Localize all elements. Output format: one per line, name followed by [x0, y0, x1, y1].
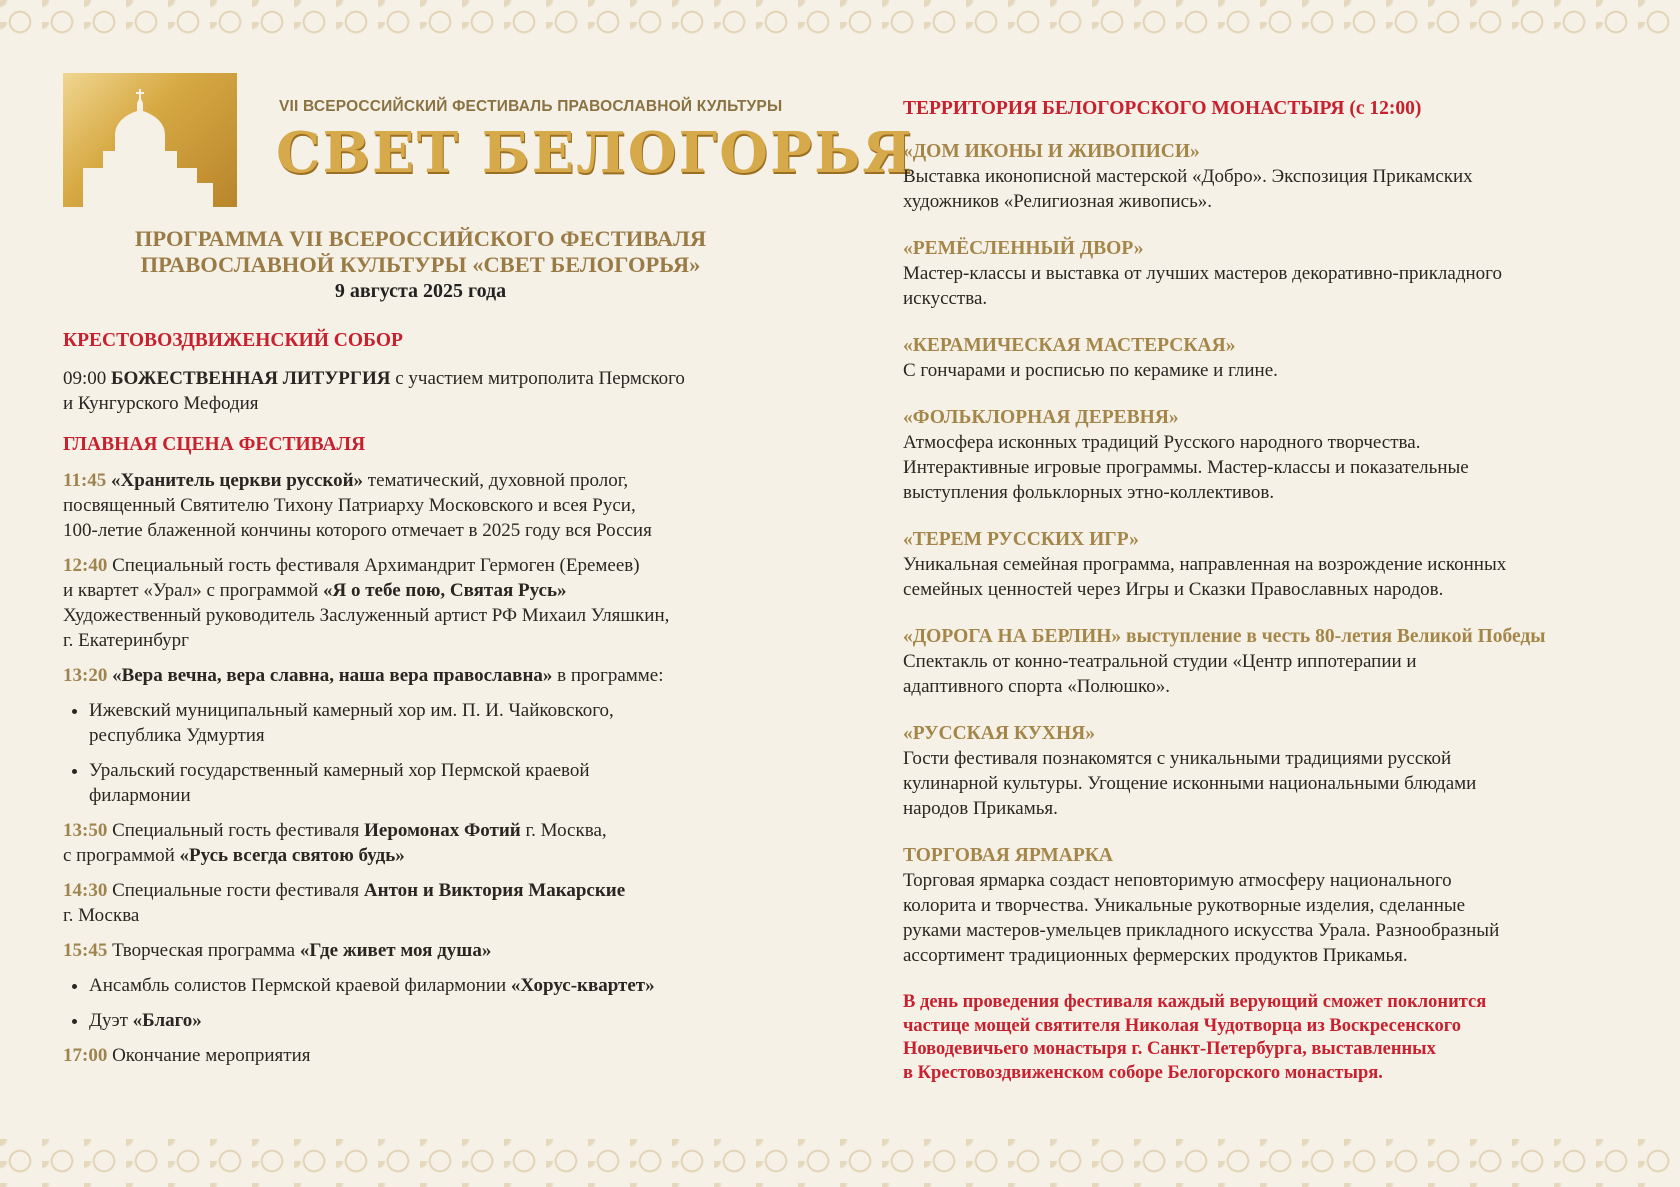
venue-text-line: семейных ценностей через Игры и Сказки Православных народов. [903, 579, 1444, 600]
venue-text [903, 746, 1623, 821]
venue-text-line: Интерактивные игровые программы. Мастер-классы и показательные [903, 457, 1469, 478]
event-title: Антон и Виктория Макарские [363, 880, 626, 901]
venue-text: С гончарами и росписью по керамике и глине. [903, 360, 1278, 381]
venue-folk-village [903, 406, 1623, 505]
liturgy-line2: и Кунгурского Мефодия [63, 393, 259, 414]
liturgy-rest: с участием митрополита Пермского [390, 368, 685, 389]
venue-title: «ТЕРЕМ РУССКИХ ИГР» [903, 529, 1139, 550]
liturgy-name: БОЖЕСТВЕННАЯ ЛИТУРГИЯ [111, 368, 391, 389]
event-1545-list [63, 973, 793, 1033]
venue-text-line: художников «Религиозная живопись». [903, 191, 1213, 212]
event-title: «Я о тебе пою, Святая Русь» [323, 580, 567, 601]
venue-text-line: Выставка иконописной мастерской «Добро». Экспозиция Прикамских [903, 166, 1473, 187]
venue-text-line: выступления фольклорных этно-коллективов. [903, 482, 1275, 503]
venue-ceramics [903, 334, 1623, 383]
section-title-territory [903, 98, 1623, 120]
venue-games-tower [903, 528, 1623, 602]
relics-note [903, 991, 1623, 1085]
list-item [89, 698, 793, 748]
festival-title: СВЕТ БЕЛОГОРЬЯ [276, 120, 914, 186]
note-line: Новодевичьего монастыря г. Санкт-Петербурга, выставленных [903, 1039, 1436, 1059]
cathedral-silhouette-icon [63, 73, 237, 207]
event-1700 [63, 1043, 793, 1068]
venue-title: «КЕРАМИЧЕСКАЯ МАСТЕРСКАЯ» [903, 335, 1236, 356]
event-time: 13:20 [63, 665, 108, 686]
venue-text-line: кулинарной культуры. Угощение исконными национальными блюдами [903, 773, 1477, 794]
list-item-text: Ижевский муниципальный камерный хор им. П. И. Чайковского, [89, 700, 614, 721]
list-item-text: Ансамбль солистов Пермской краевой филармонии [89, 975, 511, 996]
list-item-text: республика Удмуртия [89, 725, 265, 746]
event-text: г. Екатеринбург [63, 630, 189, 651]
list-item-title: «Благо» [132, 1010, 202, 1031]
venue-russian-cuisine [903, 722, 1623, 821]
left-column [63, 330, 793, 1068]
venue-text-line: руками мастеров-умельцев прикладного искусства Урала. Разнообразный [903, 920, 1500, 941]
venue-title: «РЕМЁСЛЕННЫЙ ДВОР» [903, 238, 1144, 259]
venue-title: «РУССКАЯ КУХНЯ» [903, 723, 1095, 744]
event-time: 13:50 [63, 820, 108, 841]
event-text: г. Москва, [520, 820, 607, 841]
program-title-line1: ПРОГРАММА VII ВСЕРОССИЙСКОГО ФЕСТИВАЛЯ [134, 226, 707, 251]
venue-text-line: Торговая ярмарка создаст неповторимую атмосферу национального [903, 870, 1452, 891]
monastery-logo [63, 73, 237, 207]
program-date: 9 августа 2025 года [334, 280, 507, 302]
event-1320-list [63, 698, 793, 808]
venue-craft-yard [903, 237, 1623, 311]
event-text: и квартет «Урал» с программой [63, 580, 323, 601]
venue-text-line: Атмосфера исконных традиций Русского народного творчества. [903, 432, 1421, 453]
note-line: в Крестовоздвиженском соборе Белогорского монастыря. [903, 1062, 1383, 1083]
right-column [903, 98, 1623, 1085]
list-item [89, 1008, 793, 1033]
venue-text-line: колорита и творчества. Уникальные рукотворные изделия, сделанные [903, 895, 1466, 916]
venue-title: «ДОМ ИКОНЫ И ЖИВОПИСИ» [903, 141, 1200, 162]
note-line: частице мощей святителя Николая Чудотворца из Воскресенского [903, 1015, 1461, 1036]
event-time: 15:45 [63, 940, 108, 961]
venue-title: «ФОЛЬКЛОРНАЯ ДЕРЕВНЯ» [903, 407, 1179, 428]
event-title: «Где живет моя душа» [299, 940, 492, 961]
venue-text-line: Мастер-классы и выставка от лучших мастеров декоративно-прикладного [903, 263, 1502, 284]
event-text: Специальный гость фестиваля Архимандрит Гермоген (Еремеев) [107, 555, 640, 576]
event-text: с программой [63, 845, 180, 866]
event-text: 100-летие блаженной кончины которого отмечает в 2025 году вся Россия [63, 520, 652, 541]
event-1350 [63, 818, 793, 868]
event-title: Иеромонах Фотий [364, 820, 521, 841]
event-1430 [63, 878, 793, 928]
event-1145 [63, 468, 793, 543]
venue-text [903, 430, 1623, 505]
section-title-cathedral: КРЕСТОВОЗДВИЖЕНСКИЙ СОБОР [63, 330, 403, 351]
list-item-text: Уральский государственный камерный хор Пермской краевой [89, 760, 590, 781]
venue-road-to-berlin [903, 625, 1623, 699]
event-title: «Хранитель церкви русской» [111, 470, 364, 491]
liturgy-entry [63, 366, 793, 416]
venue-text [903, 868, 1623, 968]
territory-time: (с 12:00) [1344, 98, 1422, 119]
venue-text-line: искусства. [903, 288, 988, 309]
section-title-main-stage: ГЛАВНАЯ СЦЕНА ФЕСТИВАЛЯ [63, 434, 366, 455]
venue-text-line: ассортимент традиционных фермерских продуктов Прикамья. [903, 945, 1408, 966]
event-1240 [63, 553, 793, 653]
program-title [63, 226, 778, 278]
venue-text [903, 552, 1623, 602]
festival-subtitle: VII ВСЕРОССИЙСКИЙ ФЕСТИВАЛЬ ПРАВОСЛАВНОЙ КУЛЬТУРЫ [279, 98, 783, 115]
ornament-border-top [0, 0, 1680, 44]
list-item-text: филармонии [89, 785, 191, 806]
venue-text-line: Спектакль от конно-театральной студии «Центр иппотерапии и [903, 651, 1417, 672]
event-text: Художественный руководитель Заслуженный артист РФ Михаил Уляшкин, [63, 605, 670, 626]
event-text: тематический, духовной пролог, [363, 470, 629, 491]
event-text: Специальные гости фестиваля [107, 880, 364, 901]
event-text: в программе: [552, 665, 664, 686]
venue-title: «ДОРОГА НА БЕРЛИН» выступление в честь 80-летия Великой Победы [903, 626, 1546, 647]
event-time: 12:40 [63, 555, 108, 576]
program-title-line2: ПРАВОСЛАВНОЙ КУЛЬТУРЫ «СВЕТ БЕЛОГОРЬЯ» [140, 252, 701, 277]
event-title: «Вера вечна, вера славна, наша вера православна» [112, 665, 553, 686]
event-title: «Русь всегда святою будь» [179, 845, 405, 866]
venue-fair [903, 844, 1623, 968]
venue-title: ТОРГОВАЯ ЯРМАРКА [903, 845, 1113, 866]
event-text: г. Москва [63, 905, 140, 926]
venue-text [903, 164, 1623, 214]
list-item-text: Дуэт [89, 1010, 133, 1031]
event-text: Окончание мероприятия [107, 1045, 311, 1066]
venue-text [903, 649, 1623, 699]
venue-text [903, 261, 1623, 311]
venue-text-line: Гости фестиваля познакомятся с уникальными традициями русской [903, 748, 1452, 769]
venue-icon-house [903, 140, 1623, 214]
event-1545 [63, 938, 793, 963]
event-1320 [63, 663, 793, 688]
event-text: Специальный гость фестиваля [107, 820, 365, 841]
liturgy-time: 09:00 [63, 368, 107, 389]
venue-text-line: Уникальная семейная программа, направленная на возрождение исконных [903, 554, 1507, 575]
list-item [89, 973, 793, 998]
venue-text-line: народов Прикамья. [903, 798, 1058, 819]
event-time: 17:00 [63, 1045, 108, 1066]
event-text: посвященный Святителю Тихону Патриарху Московского и всея Руси, [63, 495, 636, 516]
event-time: 14:30 [63, 880, 108, 901]
ornament-border-bottom [0, 1139, 1680, 1187]
territory-title: ТЕРРИТОРИЯ БЕЛОГОРСКОГО МОНАСТЫРЯ [903, 98, 1345, 119]
list-item-title: «Хорус-квартет» [510, 975, 655, 996]
list-item [89, 758, 793, 808]
note-line: В день проведения фестиваля каждый верующий сможет поклонится [903, 992, 1487, 1012]
event-time: 11:45 [63, 470, 107, 491]
venue-text-line: адаптивного спорта «Полюшко». [903, 676, 1170, 697]
event-text: Творческая программа [107, 940, 300, 961]
